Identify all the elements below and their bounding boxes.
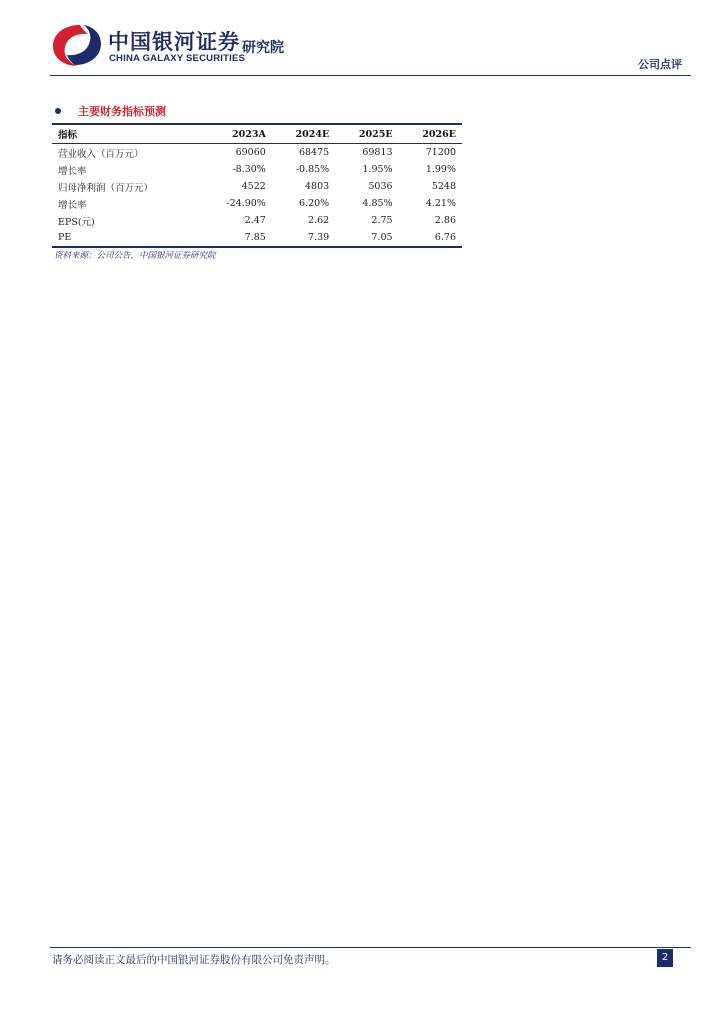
table-row — [52, 229, 462, 247]
row-label: EPS(元) — [58, 216, 95, 228]
table-source-note: 资料来源：公司公告，中国银河证券研究院 — [54, 251, 216, 261]
table-cell: 2.75 — [371, 215, 393, 226]
table-cell: 5036 — [368, 181, 393, 192]
table-row — [52, 178, 462, 195]
section-heading — [55, 103, 166, 119]
row-label: 归母净利润（百万元） — [58, 182, 154, 194]
table-cell: 69813 — [362, 147, 393, 158]
brand-subtitle: 研究院 — [242, 40, 284, 56]
table-cell: 1.99% — [425, 164, 456, 175]
table-cell: 5248 — [431, 181, 456, 192]
column-header: 2024E — [272, 124, 335, 144]
table-cell: -0.85% — [295, 164, 330, 175]
galaxy-logo-icon — [50, 22, 104, 68]
table-header-row — [52, 124, 462, 144]
document-type: 公司点评 — [638, 58, 682, 71]
table-cell: -24.90% — [226, 198, 266, 209]
column-header: 2026E — [399, 124, 462, 144]
table-cell: 4.85% — [362, 198, 393, 209]
table-cell: -8.30% — [232, 164, 266, 175]
table-cell: 4522 — [241, 181, 266, 192]
table-cell: 7.39 — [272, 229, 335, 247]
brand-name-cn: 中国银河证券 — [108, 30, 240, 54]
table-row — [52, 161, 462, 178]
table-cell: 6.76 — [399, 229, 462, 247]
bullet-icon — [55, 108, 61, 114]
column-header: 2025E — [335, 124, 398, 144]
footer-disclaimer: 请务必阅读正文最后的中国银河证券股份有限公司免责声明。 — [52, 954, 336, 966]
header-divider — [50, 75, 691, 76]
table-cell: 68475 — [298, 147, 330, 158]
section-title: 主要财务指标预测 — [78, 105, 166, 118]
table-cell: 7.85 — [200, 229, 271, 247]
row-label: PE — [52, 229, 200, 247]
table-cell: 71200 — [425, 147, 456, 158]
page-number: 2 — [657, 949, 673, 967]
brand-name-en: CHINA GALAXY SECURITIES — [109, 53, 246, 64]
column-header: 指标 — [52, 124, 200, 144]
table-cell: 2.62 — [308, 215, 330, 226]
column-header: 2023A — [200, 124, 271, 144]
table-row — [52, 212, 462, 229]
table-row — [52, 144, 462, 162]
table-cell: 6.20% — [299, 198, 330, 209]
table-cell: 2.86 — [434, 215, 456, 226]
row-label: 增长率 — [58, 199, 87, 211]
footer-divider — [50, 947, 691, 948]
row-label: 营业收入（百万元） — [58, 148, 144, 160]
table-row — [52, 195, 462, 212]
row-label: 增长率 — [58, 165, 87, 177]
table-cell: 2.47 — [244, 215, 266, 226]
table-cell: 1.95% — [362, 164, 393, 175]
table-cell: 7.05 — [335, 229, 398, 247]
table-cell: 69060 — [235, 147, 266, 158]
table-cell: 4.21% — [425, 198, 456, 209]
financial-forecast-table — [52, 123, 462, 248]
table-cell: 4803 — [305, 181, 330, 192]
